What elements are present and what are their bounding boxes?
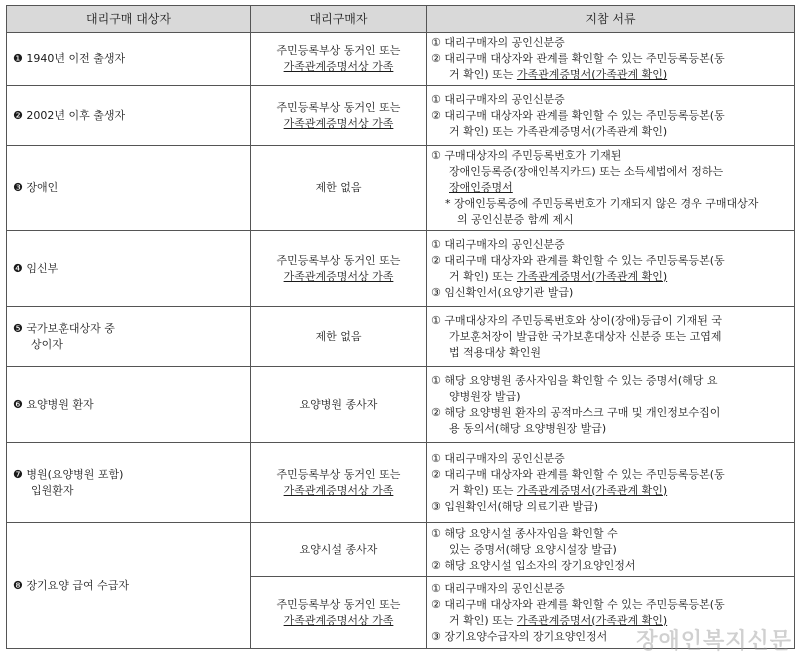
purchaser-cell: 제한 없음: [251, 307, 427, 367]
target-cell: ❽ 장기요양 급여 수급자: [7, 523, 251, 649]
target-cell: ❸ 장애인: [7, 146, 251, 231]
documents-cell: ① 구매대상자의 주민등록번호가 기재된 장애인등록증(장애인복지카드) 또는 소득세법에서 정하는 장애인증명서 * 장애인등록증에 주민등록번호가 기재되지 않은 경우 구매대상자 의 공인신분증 함께 제시: [427, 146, 795, 231]
target-cell: ❺ 국가보훈대상자 중 상이자: [7, 307, 251, 367]
documents-cell: ① 구매대상자의 주민등록번호와 상이(장애)등급이 기재된 국 가보훈처장이 발급한 국가보훈대상자 신분증 또는 고엽제 법 적용대상 확인원: [427, 307, 795, 367]
purchaser-cell: 주민등록부상 동거인 또는 가족관계증명서상 가족: [251, 443, 427, 523]
purchaser-cell: 요양병원 종사자: [251, 367, 427, 443]
target-cell: ❼ 병원(요양병원 포함) 입원환자: [7, 443, 251, 523]
table-row: [7, 307, 795, 367]
purchaser-cell: 주민등록부상 동거인 또는 가족관계증명서상 가족: [251, 33, 427, 86]
proxy-purchase-table: [6, 5, 795, 649]
target-cell: ❶ 1940년 이전 출생자: [7, 33, 251, 86]
table-row: [7, 146, 795, 231]
purchaser-cell: 주민등록부상 동거인 또는 가족관계증명서상 가족: [251, 231, 427, 307]
purchaser-cell: 제한 없음: [251, 146, 427, 231]
table-row: [7, 86, 795, 146]
documents-cell: ① 대리구매자의 공인신분증 ② 대리구매 대상자와 관계를 확인할 수 있는 주민등록등본(동 거 확인) 또는 가족관계증명서(가족관계 확인): [427, 86, 795, 146]
target-cell: ❷ 2002년 이후 출생자: [7, 86, 251, 146]
target-cell: ❹ 임신부: [7, 231, 251, 307]
header-documents: 지참 서류: [427, 6, 795, 33]
table-row: [7, 33, 795, 86]
purchaser-cell: 주민등록부상 동거인 또는 가족관계증명서상 가족: [251, 577, 427, 649]
table-row: [7, 367, 795, 443]
table-row: [7, 231, 795, 307]
documents-cell: ① 대리구매자의 공인신분증 ② 대리구매 대상자와 관계를 확인할 수 있는 주민등록등본(동 거 확인) 또는 가족관계증명서(가족관계 확인) ③ 입원확인서(해당 의료기관 발급): [427, 443, 795, 523]
watermark: 장애인복지신문: [636, 629, 792, 654]
table-header-row: [7, 6, 795, 33]
purchaser-cell: 요양시설 종사자: [251, 523, 427, 577]
table-row: [7, 443, 795, 523]
documents-cell: ① 대리구매자의 공인신분증 ② 대리구매 대상자와 관계를 확인할 수 있는 주민등록등본(동 거 확인) 또는 가족관계증명서(가족관계 확인) ③ 임신확인서(요양기관 발급): [427, 231, 795, 307]
documents-cell: ① 해당 요양병원 종사자임을 확인할 수 있는 증명서(해당 요 양병원장 발급) ② 해당 요양병원 환자의 공적마스크 구매 및 개인정보수집이 용 동의서(해당 요양병원장 발급): [427, 367, 795, 443]
documents-cell: ① 대리구매자의 공인신분증 ② 대리구매 대상자와 관계를 확인할 수 있는 주민등록등본(동 거 확인) 또는 가족관계증명서(가족관계 확인) ③ 장기요양수급자의 장기요양인정서: [427, 577, 795, 649]
table-row: [7, 523, 795, 577]
header-purchaser: 대리구매자: [251, 6, 427, 33]
target-cell: ❻ 요양병원 환자: [7, 367, 251, 443]
header-target: 대리구매 대상자: [7, 6, 251, 33]
documents-cell: ① 해당 요양시설 종사자임을 확인할 수 있는 증명서(해당 요양시설장 발급) ② 해당 요양시설 입소자의 장기요양인정서: [427, 523, 795, 577]
documents-cell: ① 대리구매자의 공인신분증 ② 대리구매 대상자와 관계를 확인할 수 있는 주민등록등본(동 거 확인) 또는 가족관계증명서(가족관계 확인): [427, 33, 795, 86]
purchaser-cell: 주민등록부상 동거인 또는 가족관계증명서상 가족: [251, 86, 427, 146]
